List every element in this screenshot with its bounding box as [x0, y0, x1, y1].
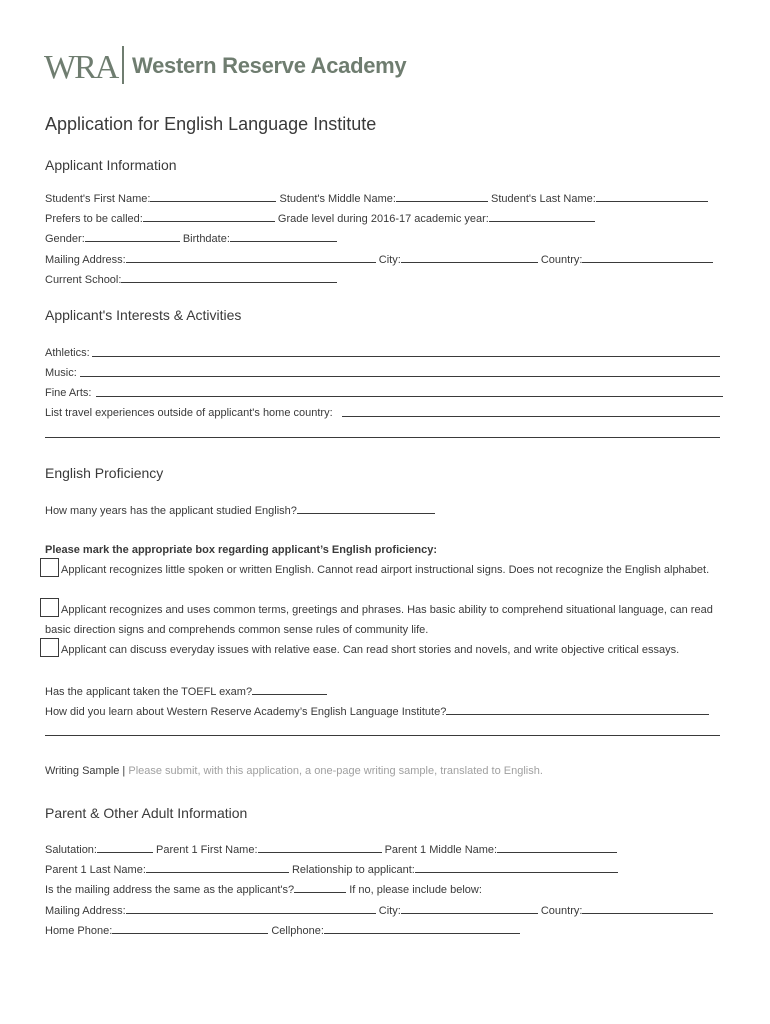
learn-label: How did you learn about Western Reserve Academy’s English Language Institute?: [45, 706, 447, 718]
home-phone-field[interactable]: [112, 923, 268, 934]
proficiency-prompt: Please mark the appropriate box regarding applicant’s English proficiency:: [45, 544, 438, 556]
parent-country-field[interactable]: [582, 903, 713, 914]
salutation-label: Salutation:: [45, 844, 97, 856]
grade-field[interactable]: [489, 211, 595, 222]
p1-first-label: Parent 1 First Name:: [156, 844, 258, 856]
country-field[interactable]: [582, 252, 713, 263]
first-name-field[interactable]: [150, 191, 276, 202]
athletics-label: Athletics:: [45, 347, 90, 359]
years-field[interactable]: [297, 503, 435, 514]
toefl-label: Has the applicant taken the TOEFL exam?: [45, 686, 253, 698]
gender-label: Gender:: [45, 233, 85, 245]
learn-field[interactable]: [446, 704, 709, 715]
phone-row: [45, 923, 520, 938]
prefers-label: Prefers to be called:: [45, 213, 143, 225]
writing-sample-label: Writing Sample |: [45, 765, 126, 777]
p1-last-field[interactable]: [146, 862, 289, 873]
p1-middle-label: Parent 1 Middle Name:: [384, 844, 498, 856]
years-label: How many years has the applicant studied English?: [45, 505, 297, 517]
interests-heading: Applicant's Interests & Activities: [45, 307, 242, 323]
last-name-field[interactable]: [596, 191, 708, 202]
travel-label: List travel experiences outside of applicant's home country:: [45, 407, 333, 419]
cellphone-label: Cellphone:: [271, 925, 324, 937]
parent-mailing-field[interactable]: [126, 903, 376, 914]
music-label: Music:: [45, 367, 77, 379]
relationship-label: Relationship to applicant:: [291, 864, 415, 876]
mailing-label: Mailing Address:: [45, 254, 126, 266]
parent-mailing-label: Mailing Address:: [45, 905, 126, 917]
prefers-row: [45, 211, 595, 226]
travel-field-continued[interactable]: [45, 437, 720, 438]
country-label: Country:: [540, 254, 583, 266]
learn-row: [45, 704, 709, 719]
parent-country-label: Country:: [540, 905, 583, 917]
p1-first-field[interactable]: [258, 842, 382, 853]
english-heading: English Proficiency: [45, 465, 164, 481]
parent-last-row: [45, 862, 618, 877]
home-phone-label: Home Phone:: [45, 925, 113, 937]
travel-field[interactable]: [342, 416, 720, 417]
music-field[interactable]: [80, 376, 720, 377]
school-name: Western Reserve Academy: [132, 53, 407, 78]
school-label: Current School:: [45, 274, 122, 286]
learn-field-continued[interactable]: [45, 735, 720, 736]
years-row: [45, 503, 435, 518]
page-title: Application for English Language Institute: [45, 114, 377, 134]
logo-divider: [122, 46, 124, 84]
birthdate-label: Birthdate:: [182, 233, 230, 245]
same-address-row: [45, 882, 482, 897]
mailing-row: [45, 252, 713, 267]
school-field[interactable]: [121, 272, 337, 283]
first-name-label: Student's First Name:: [45, 193, 151, 205]
middle-name-label: Student's Middle Name:: [279, 193, 396, 205]
athletics-field[interactable]: [92, 356, 720, 357]
parent-city-label: City:: [378, 905, 401, 917]
salutation-field[interactable]: [97, 842, 153, 853]
toefl-row: [45, 684, 327, 699]
parent-city-field[interactable]: [401, 903, 538, 914]
prefers-field[interactable]: [143, 211, 275, 222]
fine-arts-field[interactable]: [96, 396, 723, 397]
if-no-label: If no, please include below:: [349, 884, 482, 896]
p1-middle-field[interactable]: [497, 842, 617, 853]
same-address-field[interactable]: [294, 882, 346, 893]
parent-heading: Parent & Other Adult Information: [45, 805, 248, 821]
same-address-label: Is the mailing address the same as the applicant's?: [45, 884, 295, 896]
parent-name-row: [45, 842, 617, 857]
city-field[interactable]: [401, 252, 538, 263]
fine-arts-label: Fine Arts:: [45, 387, 92, 399]
cellphone-field[interactable]: [324, 923, 520, 934]
grade-label: Grade level during 2016-17 academic year:: [277, 213, 489, 225]
birthdate-field[interactable]: [230, 231, 337, 242]
wra-logo-mark: WRA: [44, 49, 118, 86]
last-name-label: Student's Last Name:: [490, 193, 596, 205]
toefl-field[interactable]: [252, 684, 327, 695]
writing-sample-row: [45, 764, 543, 778]
proficiency-option-1: Applicant recognizes little spoken or written English. Cannot read airport instructional signs. Does not recognize the English alphabet.: [61, 564, 710, 576]
middle-name-field[interactable]: [396, 191, 488, 202]
applicant-info-heading: Applicant Information: [45, 157, 177, 173]
parent-mailing-row: [45, 903, 713, 918]
school-row: [45, 272, 337, 287]
first-name-row: [45, 191, 708, 206]
relationship-field[interactable]: [415, 862, 618, 873]
proficiency-option-3: Applicant can discuss everyday issues with relative ease. Can read short stories and novels, and write objective critical essays.: [61, 644, 680, 656]
gender-row: [45, 231, 337, 246]
mailing-field[interactable]: [126, 252, 376, 263]
p1-last-label: Parent 1 Last Name:: [45, 864, 146, 876]
city-label: City:: [378, 254, 401, 266]
proficiency-option-2: Applicant recognizes and uses common terms, greetings and phrases. Has basic ability to comprehend situational language, can read basic direction signs and comprehends common sense rules of community life.: [45, 604, 713, 636]
writing-sample-note: Please submit, with this application, a one-page writing sample, translated to English.: [128, 765, 543, 777]
gender-field[interactable]: [85, 231, 180, 242]
